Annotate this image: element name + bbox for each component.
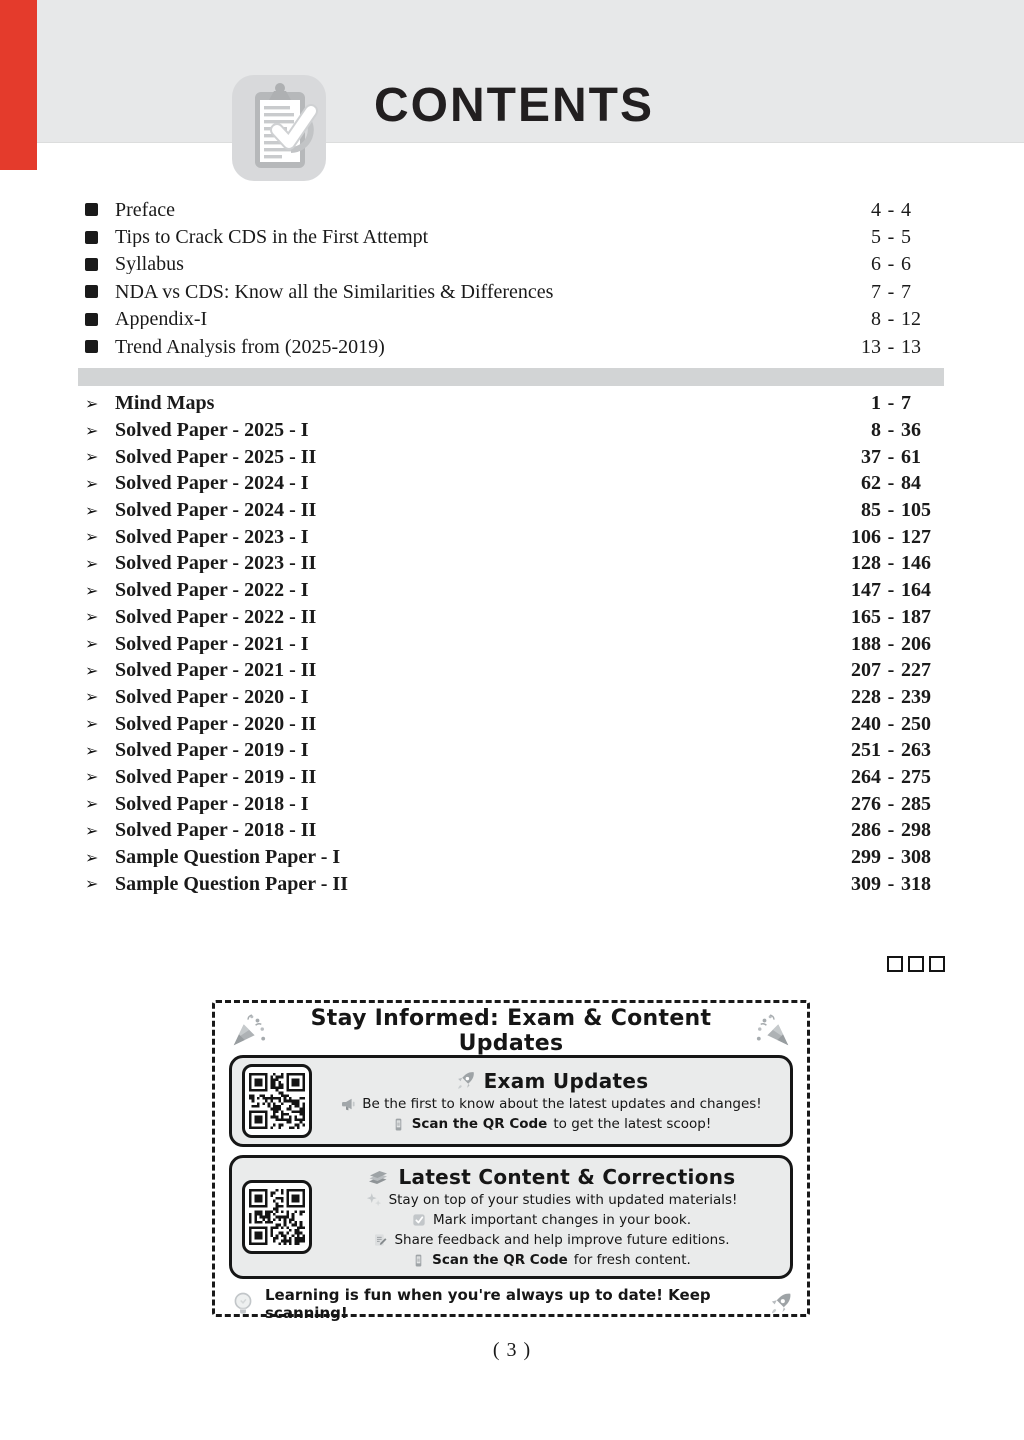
arrow-bullet-icon: ➢ <box>85 767 99 787</box>
toc-row <box>85 497 945 524</box>
square-bullet-icon <box>85 340 98 353</box>
page-range-separator: - <box>887 499 895 522</box>
toc-start-page: 286 <box>851 819 881 842</box>
toc-page-range <box>841 794 945 814</box>
updates-footer-text: Learning is fun when you're always up to date! Keep scanning! <box>265 1286 711 1322</box>
toc-row <box>85 790 945 817</box>
updates-box-header <box>229 1003 793 1055</box>
toc-row <box>85 278 945 305</box>
toc-page-range <box>841 447 945 467</box>
toc-item-label: Solved Paper - 2021 - I <box>115 633 309 654</box>
toc-page-range <box>841 282 945 302</box>
toc-end-page: 275 <box>901 765 931 788</box>
arrow-bullet-icon: ➢ <box>85 847 99 867</box>
toc-start-page: 62 <box>861 472 881 495</box>
page-range-separator: - <box>887 579 895 602</box>
square-outline-icon <box>908 956 924 972</box>
toc-row <box>85 710 945 737</box>
toc-start-page: 165 <box>851 605 881 628</box>
toc-end-page: 13 <box>901 335 921 358</box>
toc-page-range <box>841 874 945 894</box>
toc-end-page: 206 <box>901 632 931 655</box>
toc-start-page: 251 <box>851 739 881 762</box>
toc-page-range <box>841 767 945 787</box>
qr-code <box>242 1180 312 1254</box>
toc-row <box>85 550 945 577</box>
toc-start-page: 5 <box>871 226 881 249</box>
arrow-bullet-icon: ➢ <box>85 500 99 520</box>
panel-content <box>322 1164 780 1270</box>
toc-page-range <box>841 309 945 329</box>
updates-panel <box>229 1055 793 1147</box>
toc-row <box>85 630 945 657</box>
toc-row <box>85 333 945 360</box>
arrow-bullet-icon: ➢ <box>85 553 99 573</box>
panel-line-bold: Scan the QR Code <box>432 1252 568 1268</box>
toc-end-page: 5 <box>901 226 911 249</box>
toc-page-range <box>841 473 945 493</box>
toc-page-range <box>841 634 945 654</box>
toc-item-label: Preface <box>115 199 175 220</box>
toc-item-label: Solved Paper - 2023 - II <box>115 553 317 574</box>
square-bullet-icon <box>85 258 98 271</box>
toc-start-page: 264 <box>851 765 881 788</box>
arrow-bullet-icon: ➢ <box>85 874 99 894</box>
toc-page-range <box>841 527 945 547</box>
square-bullet-icon <box>85 313 98 326</box>
rocket-icon <box>454 1070 476 1092</box>
arrow-bullet-icon: ➢ <box>85 580 99 600</box>
toc-end-page: 4 <box>901 198 911 221</box>
toc-start-page: 1 <box>871 392 881 415</box>
toc-item-label: Solved Paper - 2018 - II <box>115 820 317 841</box>
toc-item-label: Solved Paper - 2022 - I <box>115 580 309 601</box>
toc-end-page: 164 <box>901 579 931 602</box>
clipboard-check-icon <box>232 75 326 181</box>
page-range-separator: - <box>887 632 895 655</box>
toc-item-label: Solved Paper - 2025 - I <box>115 420 309 441</box>
toc-end-page: 12 <box>901 308 921 331</box>
toc-start-page: 309 <box>851 872 881 895</box>
toc-item-label: Solved Paper - 2024 - I <box>115 473 309 494</box>
page-range-separator: - <box>887 419 895 442</box>
panel-title-text: Latest Content & Corrections <box>398 1165 736 1189</box>
panel-line-text: to get the latest scoop! <box>553 1116 712 1132</box>
toc-item-label: Solved Paper - 2022 - II <box>115 606 317 627</box>
toc-start-page: 228 <box>851 685 881 708</box>
page-range-separator: - <box>887 872 895 895</box>
toc-row <box>85 251 945 278</box>
arrow-bullet-icon: ➢ <box>85 447 99 467</box>
toc-page-range <box>841 714 945 734</box>
toc-start-page: 299 <box>851 846 881 869</box>
panel-line <box>322 1210 780 1230</box>
toc-start-page: 8 <box>871 308 881 331</box>
panel-line-text: Mark important changes in your book. <box>432 1212 692 1228</box>
toc-item-label: Solved Paper - 2023 - I <box>115 526 309 547</box>
arrow-bullet-icon: ➢ <box>85 687 99 707</box>
toc-row <box>85 223 945 250</box>
panel-line-bold: Scan the QR Code <box>411 1116 548 1132</box>
panel-content <box>322 1068 780 1134</box>
toc-page-range <box>841 740 945 760</box>
toc-item-label: Appendix-I <box>115 309 208 330</box>
toc-end-page: 6 <box>901 253 911 276</box>
toc-row <box>85 577 945 604</box>
toc-row <box>85 870 945 897</box>
smartphone-icon <box>391 1117 406 1132</box>
toc-start-page: 147 <box>851 579 881 602</box>
toc-end-page: 298 <box>901 819 931 842</box>
toc-item-label: Solved Paper - 2024 - II <box>115 500 317 521</box>
toc-page-range <box>841 227 945 247</box>
page-range-separator: - <box>887 335 895 358</box>
toc-item-label: Solved Paper - 2018 - I <box>115 793 309 814</box>
toc-page-range <box>841 820 945 840</box>
toc-row <box>85 684 945 711</box>
toc-row <box>85 844 945 871</box>
arrow-bullet-icon: ➢ <box>85 473 99 493</box>
toc-page-range <box>841 660 945 680</box>
toc-row <box>85 523 945 550</box>
toc-row <box>85 390 945 417</box>
lightbulb-icon <box>229 1289 257 1319</box>
panel-title <box>322 1164 780 1190</box>
panel-line-text: for fresh content. <box>573 1252 691 1268</box>
toc-end-page: 7 <box>901 392 911 415</box>
toc-page-range <box>841 847 945 867</box>
toc-row <box>85 604 945 631</box>
toc-end-page: 227 <box>901 659 931 682</box>
page-range-separator: - <box>887 472 895 495</box>
toc-row <box>85 470 945 497</box>
panel-line-text: Share feedback and help improve future editions. <box>394 1232 730 1248</box>
toc-end-page: 187 <box>901 605 931 628</box>
toc-row <box>85 657 945 684</box>
arrow-bullet-icon: ➢ <box>85 820 99 840</box>
panel-title <box>322 1068 780 1094</box>
toc-item-label: NDA vs CDS: Know all the Similarities & Differences <box>115 281 554 302</box>
page-range-separator: - <box>887 280 895 303</box>
toc-row <box>85 443 945 470</box>
page-title: CONTENTS <box>374 79 654 132</box>
panel-line <box>322 1094 780 1114</box>
toc-start-page: 37 <box>861 445 881 468</box>
party-popper-icon <box>229 1012 267 1050</box>
page-range-separator: - <box>887 253 895 276</box>
page-range-separator: - <box>887 765 895 788</box>
toc-end-page: 250 <box>901 712 931 735</box>
page-range-separator: - <box>887 659 895 682</box>
section-divider-bar <box>78 368 944 386</box>
toc-item-label: Solved Paper - 2020 - I <box>115 686 309 707</box>
toc-row <box>85 737 945 764</box>
arrow-bullet-icon: ➢ <box>85 607 99 627</box>
toc-row <box>85 817 945 844</box>
toc-end-page: 61 <box>901 445 921 468</box>
arrow-bullet-icon: ➢ <box>85 740 99 760</box>
toc-item-label: Solved Paper - 2019 - I <box>115 740 309 761</box>
toc-end-page: 105 <box>901 499 931 522</box>
corner-ribbon <box>0 0 37 170</box>
arrow-bullet-icon: ➢ <box>85 794 99 814</box>
page-range-separator: - <box>887 308 895 331</box>
arrow-bullet-icon: ➢ <box>85 420 99 440</box>
toc-start-page: 7 <box>871 280 881 303</box>
page-range-separator: - <box>887 552 895 575</box>
arrow-bullet-icon: ➢ <box>85 714 99 734</box>
checkbox-icon <box>411 1212 427 1228</box>
updates-box-title: Stay Informed: Exam & Content Updates <box>310 1006 712 1056</box>
toc-end-page: 7 <box>901 280 911 303</box>
toc-end-page: 84 <box>901 472 921 495</box>
square-bullet-icon <box>85 203 98 216</box>
toc-item-label: Mind Maps <box>115 393 215 414</box>
memo-icon <box>372 1232 388 1248</box>
page-header <box>0 0 1024 143</box>
toc-start-page: 240 <box>851 712 881 735</box>
page-range-separator: - <box>887 685 895 708</box>
arrow-bullet-icon: ➢ <box>85 393 99 413</box>
toc-item-label: Solved Paper - 2020 - II <box>115 713 317 734</box>
toc-page-range <box>841 200 945 220</box>
square-outline-icon <box>887 956 903 972</box>
toc-start-page: 6 <box>871 253 881 276</box>
front-matter-list <box>85 196 945 360</box>
qr-code <box>242 1064 312 1138</box>
toc-page-range <box>841 254 945 274</box>
toc-start-page: 13 <box>861 335 881 358</box>
page-range-separator: - <box>887 712 895 735</box>
arrow-bullet-icon: ➢ <box>85 634 99 654</box>
toc-row <box>85 306 945 333</box>
square-bullet-icon <box>85 231 98 244</box>
party-popper-icon <box>755 1012 793 1050</box>
page-range-separator: - <box>887 846 895 869</box>
panel-line <box>322 1114 780 1134</box>
toc-page-range <box>841 500 945 520</box>
page-range-separator: - <box>887 445 895 468</box>
square-outline-icon <box>929 956 945 972</box>
toc-start-page: 207 <box>851 659 881 682</box>
toc-end-page: 318 <box>901 872 931 895</box>
toc-end-page: 239 <box>901 685 931 708</box>
toc-item-label: Solved Paper - 2019 - II <box>115 766 317 787</box>
square-bullet-icon <box>85 285 98 298</box>
main-contents-list <box>85 390 945 897</box>
page-range-separator: - <box>887 198 895 221</box>
arrow-bullet-icon: ➢ <box>85 527 99 547</box>
toc-page-range <box>841 607 945 627</box>
toc-page-range <box>841 580 945 600</box>
toc-row <box>85 196 945 223</box>
toc-start-page: 8 <box>871 419 881 442</box>
toc-end-page: 146 <box>901 552 931 575</box>
updates-panels <box>229 1055 793 1279</box>
toc-page-range <box>841 337 945 357</box>
toc-start-page: 106 <box>851 525 881 548</box>
toc-start-page: 85 <box>861 499 881 522</box>
toc-item-label: Sample Question Paper - I <box>115 847 341 868</box>
page-range-separator: - <box>887 792 895 815</box>
panel-line-text: Stay on top of your studies with updated materials! <box>388 1192 738 1208</box>
panel-line <box>322 1250 780 1270</box>
page-range-separator: - <box>887 739 895 762</box>
rocket-icon <box>767 1291 793 1317</box>
toc-item-label: Trend Analysis from (2025-2019) <box>115 336 385 357</box>
page-number: ( 3 ) <box>492 1339 532 1361</box>
updates-panel <box>229 1155 793 1279</box>
toc-end-page: 127 <box>901 525 931 548</box>
toc-item-label: Solved Paper - 2025 - II <box>115 446 317 467</box>
toc-end-page: 285 <box>901 792 931 815</box>
page-range-separator: - <box>887 605 895 628</box>
toc-start-page: 128 <box>851 552 881 575</box>
toc-item-label: Tips to Crack CDS in the First Attempt <box>115 227 429 248</box>
toc-row <box>85 417 945 444</box>
toc-page-range <box>841 553 945 573</box>
toc-row <box>85 764 945 791</box>
smartphone-icon <box>411 1253 426 1268</box>
toc-start-page: 4 <box>871 198 881 221</box>
arrow-bullet-icon: ➢ <box>85 660 99 680</box>
panel-line <box>322 1230 780 1250</box>
end-of-list-squares <box>887 956 945 972</box>
toc-item-label: Syllabus <box>115 254 184 275</box>
page-range-separator: - <box>887 819 895 842</box>
toc-page-range <box>841 687 945 707</box>
toc-item-label: Solved Paper - 2021 - II <box>115 660 317 681</box>
toc-end-page: 308 <box>901 846 931 869</box>
toc-page-range <box>841 420 945 440</box>
panel-line <box>322 1190 780 1210</box>
megaphone-icon <box>340 1096 356 1112</box>
books-icon <box>366 1165 390 1189</box>
toc-page-range <box>841 393 945 413</box>
toc-start-page: 188 <box>851 632 881 655</box>
toc-start-page: 276 <box>851 792 881 815</box>
toc-item-label: Sample Question Paper - II <box>115 873 348 894</box>
toc-end-page: 263 <box>901 739 931 762</box>
page-range-separator: - <box>887 525 895 548</box>
updates-box <box>212 1000 810 1322</box>
updates-box-footer <box>229 1286 793 1322</box>
page-range-separator: - <box>887 226 895 249</box>
panel-line-text: Be the first to know about the latest updates and changes! <box>362 1096 762 1112</box>
panel-title-text: Exam Updates <box>483 1069 649 1093</box>
toc-end-page: 36 <box>901 419 921 442</box>
sparkles-icon <box>365 1191 383 1209</box>
page-range-separator: - <box>887 392 895 415</box>
